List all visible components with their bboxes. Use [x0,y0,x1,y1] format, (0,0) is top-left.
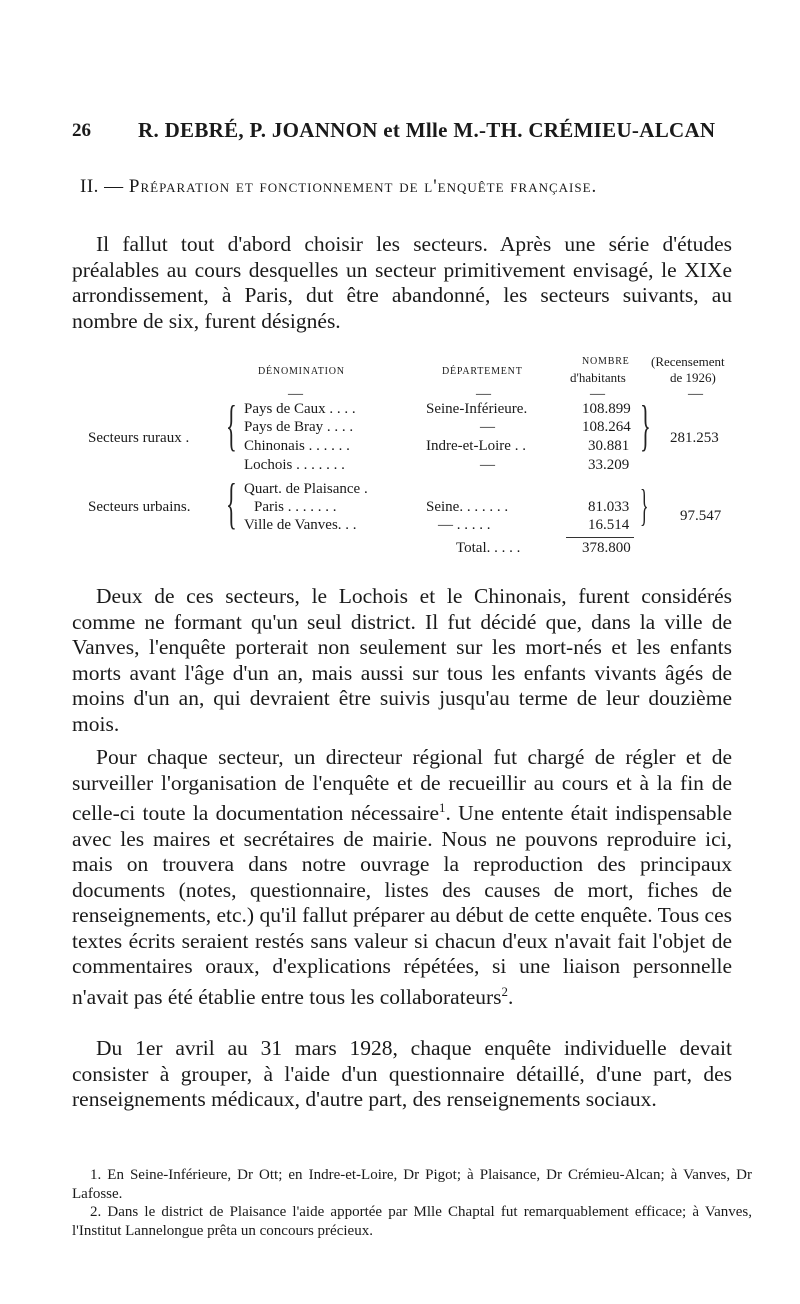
row-dept: Indre-et-Loire . . [426,438,526,454]
row-count: 33.209 [588,457,630,473]
footnotes [72,1166,752,1240]
section-numeral: II. — [80,176,124,197]
brace-icon: { [226,473,237,535]
brace-icon: } [640,395,651,457]
running-head: R. DEBRÉ, P. JOANNON et Mlle M.-TH. CRÉMIEU-ALCAN [138,118,716,142]
page-number: 26 [72,120,91,141]
row-count: 81.033 [588,499,630,515]
paragraph-2: Deux de ces secteurs, le Lochois et le Chinonais, furent considérés comme ne formant qu'un seul district. Il fut décidé que, dans la ville de Vanves, l'enquête porterait non seulement sur les mort-nés et les enfants morts avant l'âge d'un an, mais aussi sur tous les enfants vivants âgés de moins d'un an, qui devraient être suivis jusqu'au terme de leur douzième mois. [72,584,732,736]
paragraph-3 [72,745,732,1010]
brace-icon: } [640,481,649,530]
row-dept: — [480,457,495,473]
header-nombre-2: d'habitants [570,370,626,385]
header-recensement-1: (Recensement [651,354,725,369]
row-dept: — . . . . . [438,517,491,533]
row-name: Chinonais . . . . . . [244,438,350,454]
row-count: 16.514 [588,517,630,533]
paragraph-3-part-a: Pour chaque secteur, un directeur régional fut chargé de régler et de surveiller l'organisation de l'enquête et de recueillir au cours et à la fin de celle-ci toute la documentation nécessaire [72,745,732,826]
total-rule [566,537,634,538]
section-title-text: Préparation et fonctionnement de l'enquête française. [128,176,598,197]
row-name: Quart. de Plaisance . [244,481,368,497]
header-dash: — [288,386,303,402]
row-count: 108.264 [582,419,631,435]
paragraph-3-part-b: . Une entente était indispensable avec les maires et secrétaires de mairie. Nous ne pouvons reproduire ici, mais on trouvera dans notre ouvrage la reproduction des principaux documents (notes, questionnaire, listes des causes de mort, fiches de renseignements, etc.) qu'il fallut préparer au début de cette enquête. Tous ces textes écrits seraient restés sans valeur si chacun d'eux n'avait fait l'objet de commentaires oraux, d'explications répétées, si une liaison personnelle n'avait pas été établie entre tous les collaborateurs [72,801,732,1009]
total-label: Total. . . . . [456,540,521,556]
header-denomination: DÉNOMINATION [258,366,345,377]
row-name: Paris . . . . . . . [254,499,337,515]
header-dash: — [590,386,605,402]
paragraph-4: Du 1er avril au 31 mars 1928, chaque enquête individuelle devait consister à grouper, à l'aide d'un questionnaire détaillé, d'une part, des renseignements médicaux, d'autre part, des renseignements sociaux. [72,1036,732,1111]
header-dash: — [688,386,703,402]
sectors-table [88,354,768,574]
subtotal-urban: 97.547 [680,508,722,524]
footnote-ref-2: 2 [501,984,508,999]
row-name: Lochois . . . . . . . [244,457,345,473]
footnote-1: 1. En Seine-Inférieure, Dr Ott; en Indre-et-Loire, Dr Pigot; à Plaisance, Dr Crémieu-Alcan; à Vanves, Dr Lafosse. [72,1167,752,1202]
header-departement: DÉPARTEMENT [442,366,523,377]
row-count: 30.881 [588,438,630,454]
header-dash: — [476,386,491,402]
paragraph-3-part-c: . [507,984,514,1009]
footnote-2: 2. Dans le district de Plaisance l'aide apportée par Mlle Chaptal fut remarquablement efficace; à Vanves, l'Institut Lannelongue prêta un concours précieux. [72,1204,752,1239]
row-name: Pays de Caux . . . . [244,401,356,417]
footnote-ref-1: 1 [439,801,446,815]
row-dept: Seine. . . . . . . [426,499,509,515]
row-name: Pays de Bray . . . . [244,419,354,435]
brace-icon: { [226,395,237,457]
total-value: 378.800 [582,540,631,556]
row-dept: Seine-Inférieure. [426,401,528,417]
group-label-rural: Secteurs ruraux . [88,430,190,446]
subtotal-rural: 281.253 [670,430,719,446]
running-header [72,118,732,150]
section-title [80,176,597,198]
header-recensement-2: de 1926) [670,370,716,385]
header-nombre-1: NOMBRE [582,356,630,367]
row-count: 108.899 [582,401,631,417]
paragraph-1: Il fallut tout d'abord choisir les secteurs. Après une série d'études préalables au cours desquelles un secteur primitivement envisagé, le XIXe arrondissement, à Paris, dut être abandonné, les secteurs suivants, au nombre de six, furent désignés. [72,232,732,333]
group-label-urban: Secteurs urbains. [88,499,191,515]
row-dept: — [480,419,495,435]
row-name: Ville de Vanves. . . [244,517,357,533]
